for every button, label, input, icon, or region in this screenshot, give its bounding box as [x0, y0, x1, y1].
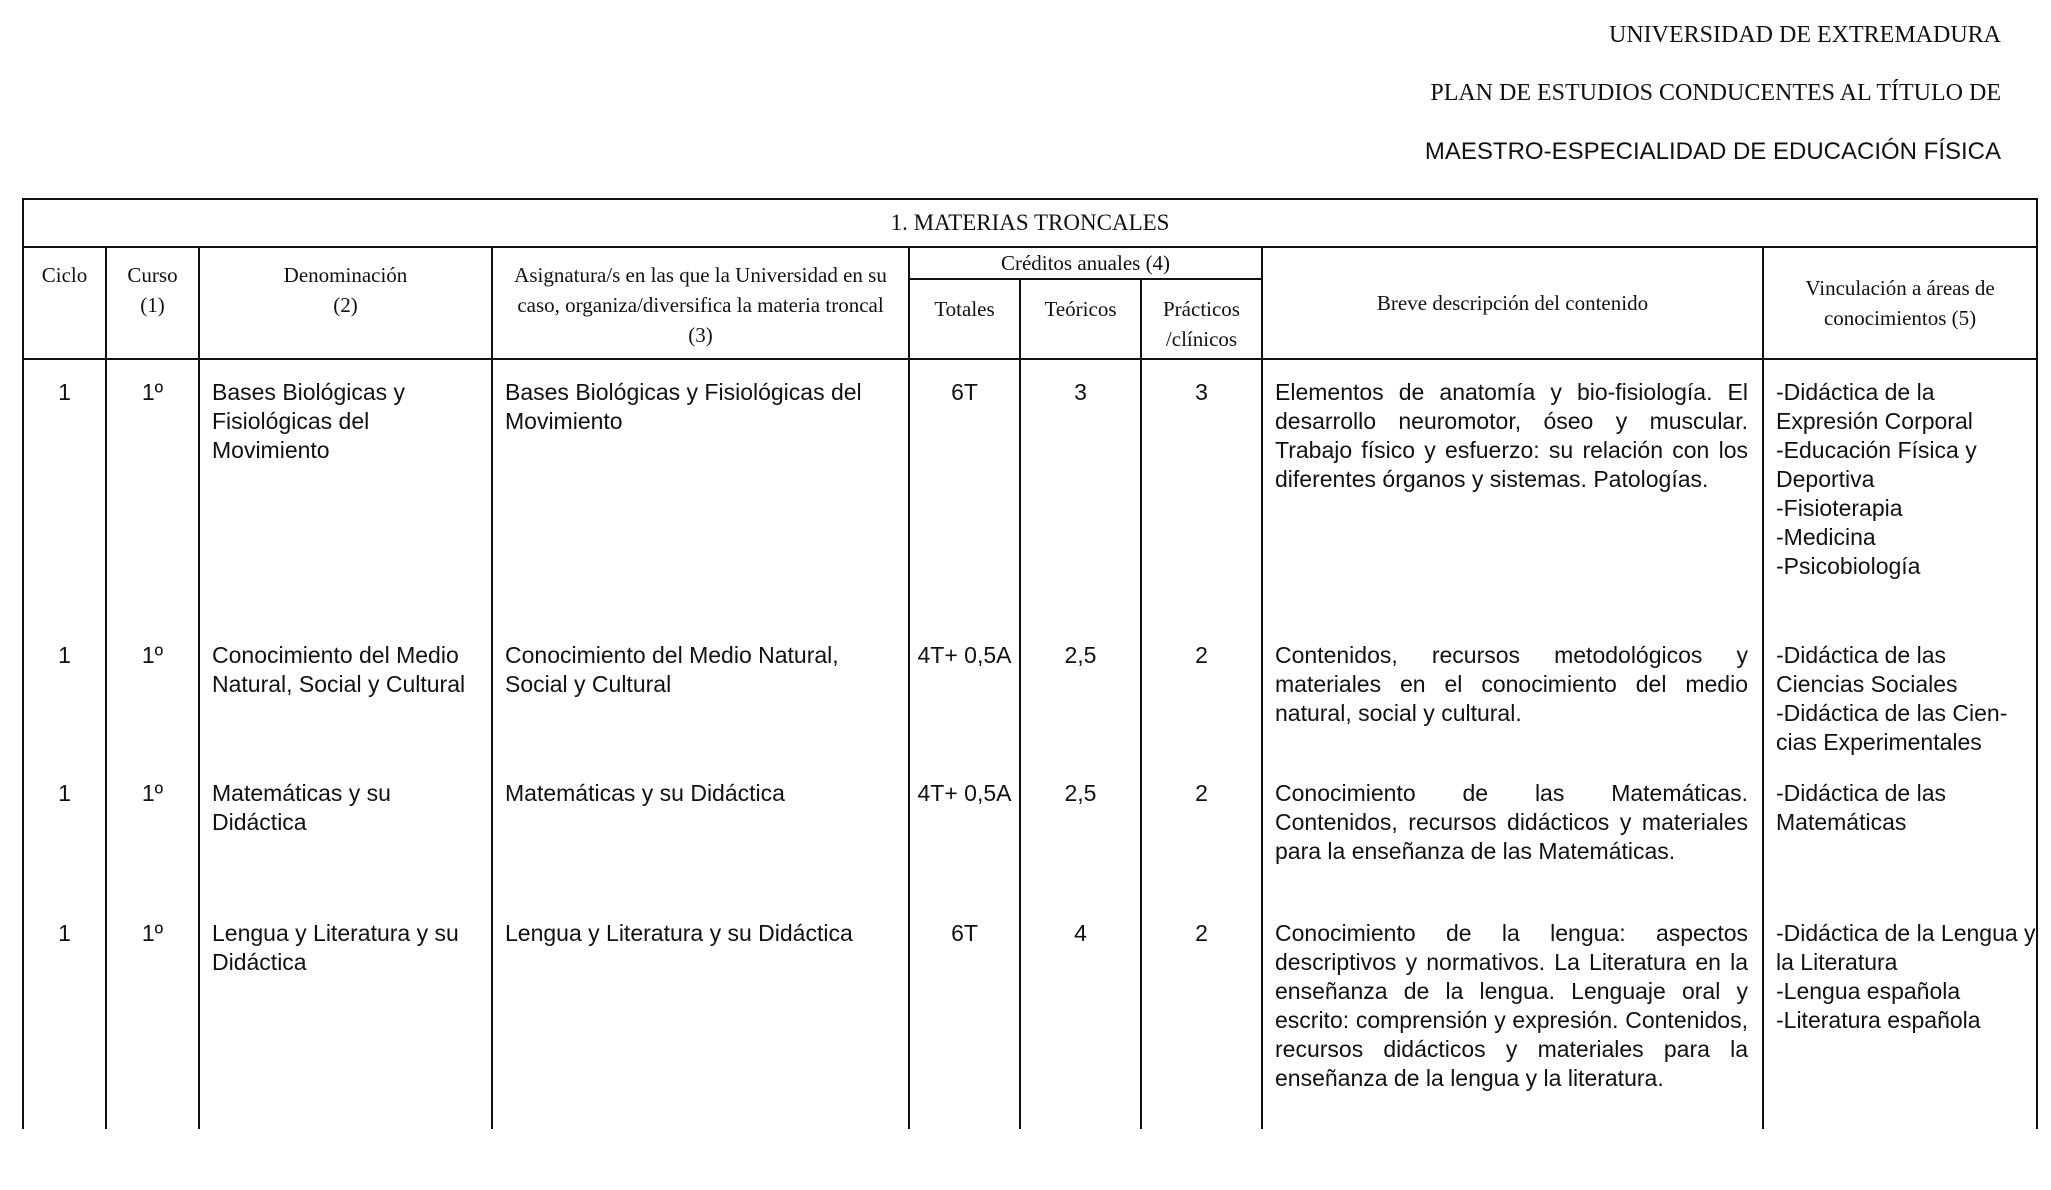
col-creditos: Créditos anuales (4)	[909, 247, 1262, 279]
areas-cell	[1763, 919, 2037, 1129]
practicos-cell: 2	[1141, 641, 1262, 779]
area-item: -Didáctica de las Ciencias Sociales	[1776, 642, 1958, 697]
header-plan-line: PLAN DE ESTUDIOS CONDUCENTES AL TÍTULO DE	[1430, 80, 2001, 106]
table-row	[23, 359, 2037, 641]
area-item: -Didáctica de las Matemáticas	[1776, 780, 1947, 835]
col-asignaturas: Asignatura/s en las que la Universidad en su caso, organiza/diversifica la materia troncal (3)	[492, 247, 909, 359]
materias-troncales-table	[22, 198, 2038, 1129]
col-teoricos: Teóricos	[1020, 279, 1141, 359]
col-vinculacion: Vinculación a áreas de conocimientos (5)	[1763, 247, 2037, 359]
areas-cell	[1763, 641, 2037, 779]
area-item: -Didáctica de la Lengua y la Literatura	[1776, 920, 2036, 975]
table-row	[23, 779, 2037, 919]
descripcion-cell: Conocimiento de la lengua: aspectos descriptivos y normativos. La Literatura en la enseñanza de la lengua. Lenguaje oral y escrito: comprensión y expresión. Contenidos, recursos didácticos y materiales para la enseñanza de la lengua y la literatura.	[1262, 919, 1763, 1129]
totales-cell: 6T	[909, 359, 1020, 641]
asignatura-cell: Matemáticas y su Didáctica	[492, 779, 909, 919]
col-denominacion-note: (2)	[333, 293, 358, 317]
teoricos-cell: 2,5	[1020, 641, 1141, 779]
totales-cell: 4T+ 0,5A	[909, 641, 1020, 779]
col-denominacion	[199, 247, 492, 359]
col-curso-label: Curso	[127, 263, 178, 287]
curso-cell: 1º	[106, 779, 199, 919]
area-item: -Didáctica de las Cien-cias Experimentales	[1776, 700, 2008, 755]
col-ciclo: Ciclo	[23, 247, 106, 359]
area-item: -Didáctica de la Expresión Corporal	[1776, 379, 1973, 434]
table-title: 1. MATERIAS TRONCALES	[23, 199, 2037, 247]
descripcion-cell: Conocimiento de las Matemáticas. Contenidos, recursos didácticos y materiales para la enseñanza de las Matemáticas.	[1262, 779, 1763, 919]
header-degree-line: MAESTRO-ESPECIALIDAD DE EDUCACIÓN FÍSICA	[1424, 138, 2001, 165]
descripcion-cell: Contenidos, recursos metodológicos y materiales en el conocimiento del medio natural, social y cultural.	[1262, 641, 1763, 779]
practicos-cell: 2	[1141, 919, 1262, 1129]
asignatura-cell: Lengua y Literatura y su Didáctica	[492, 919, 909, 1129]
table-row	[23, 919, 2037, 1129]
col-denominacion-label: Denominación	[283, 263, 408, 287]
descripcion-cell: Elementos de anatomía y bio-fisiología. El desarrollo neuromotor, óseo y muscular. Trabajo físico y esfuerzo: su relación con los diferentes órganos y sistemas. Patologías.	[1262, 359, 1763, 641]
denominacion-cell: Matemáticas y su Didáctica	[199, 779, 492, 919]
totales-cell: 6T	[909, 919, 1020, 1129]
teoricos-cell: 3	[1020, 359, 1141, 641]
areas-cell	[1763, 359, 2037, 641]
teoricos-cell: 4	[1020, 919, 1141, 1129]
areas-cell	[1763, 779, 2037, 919]
table-row	[23, 641, 2037, 779]
denominacion-cell: Lengua y Literatura y su Didáctica	[199, 919, 492, 1129]
area-item: -Medicina	[1776, 524, 1876, 550]
col-curso-note: (1)	[140, 293, 165, 317]
area-item: -Educación Física y Deportiva	[1776, 437, 1977, 492]
area-item: -Fisioterapia	[1776, 495, 1903, 521]
asignatura-cell: Conocimiento del Medio Natural, Social y Cultural	[492, 641, 909, 779]
practicos-cell: 2	[1141, 779, 1262, 919]
curso-cell: 1º	[106, 919, 199, 1129]
col-practicos: Prácticos /clínicos	[1141, 279, 1262, 359]
denominacion-cell: Bases Biológicas y Fisiológicas del Movimiento	[199, 359, 492, 641]
asignatura-cell: Bases Biológicas y Fisiológicas del Movimiento	[492, 359, 909, 641]
area-item: -Lengua española	[1776, 978, 1961, 1004]
area-item: -Literatura española	[1776, 1007, 1981, 1033]
ciclo-cell: 1	[58, 920, 71, 946]
denominacion-cell: Conocimiento del Medio Natural, Social y Cultural	[199, 641, 492, 779]
ciclo-cell: 1	[58, 642, 71, 668]
teoricos-cell: 2,5	[1020, 779, 1141, 919]
area-item: -Psicobiología	[1776, 553, 1921, 579]
curso-cell: 1º	[106, 641, 199, 779]
practicos-cell: 3	[1141, 359, 1262, 641]
header-university: UNIVERSIDAD DE EXTREMADURA	[1609, 22, 2001, 48]
ciclo-cell: 1	[58, 379, 71, 405]
curso-cell: 1º	[106, 359, 199, 641]
totales-cell: 4T+ 0,5A	[909, 779, 1020, 919]
ciclo-cell: 1	[58, 780, 71, 806]
col-curso	[106, 247, 199, 359]
col-totales: Totales	[909, 279, 1020, 359]
col-descripcion: Breve descripción del contenido	[1262, 247, 1763, 359]
